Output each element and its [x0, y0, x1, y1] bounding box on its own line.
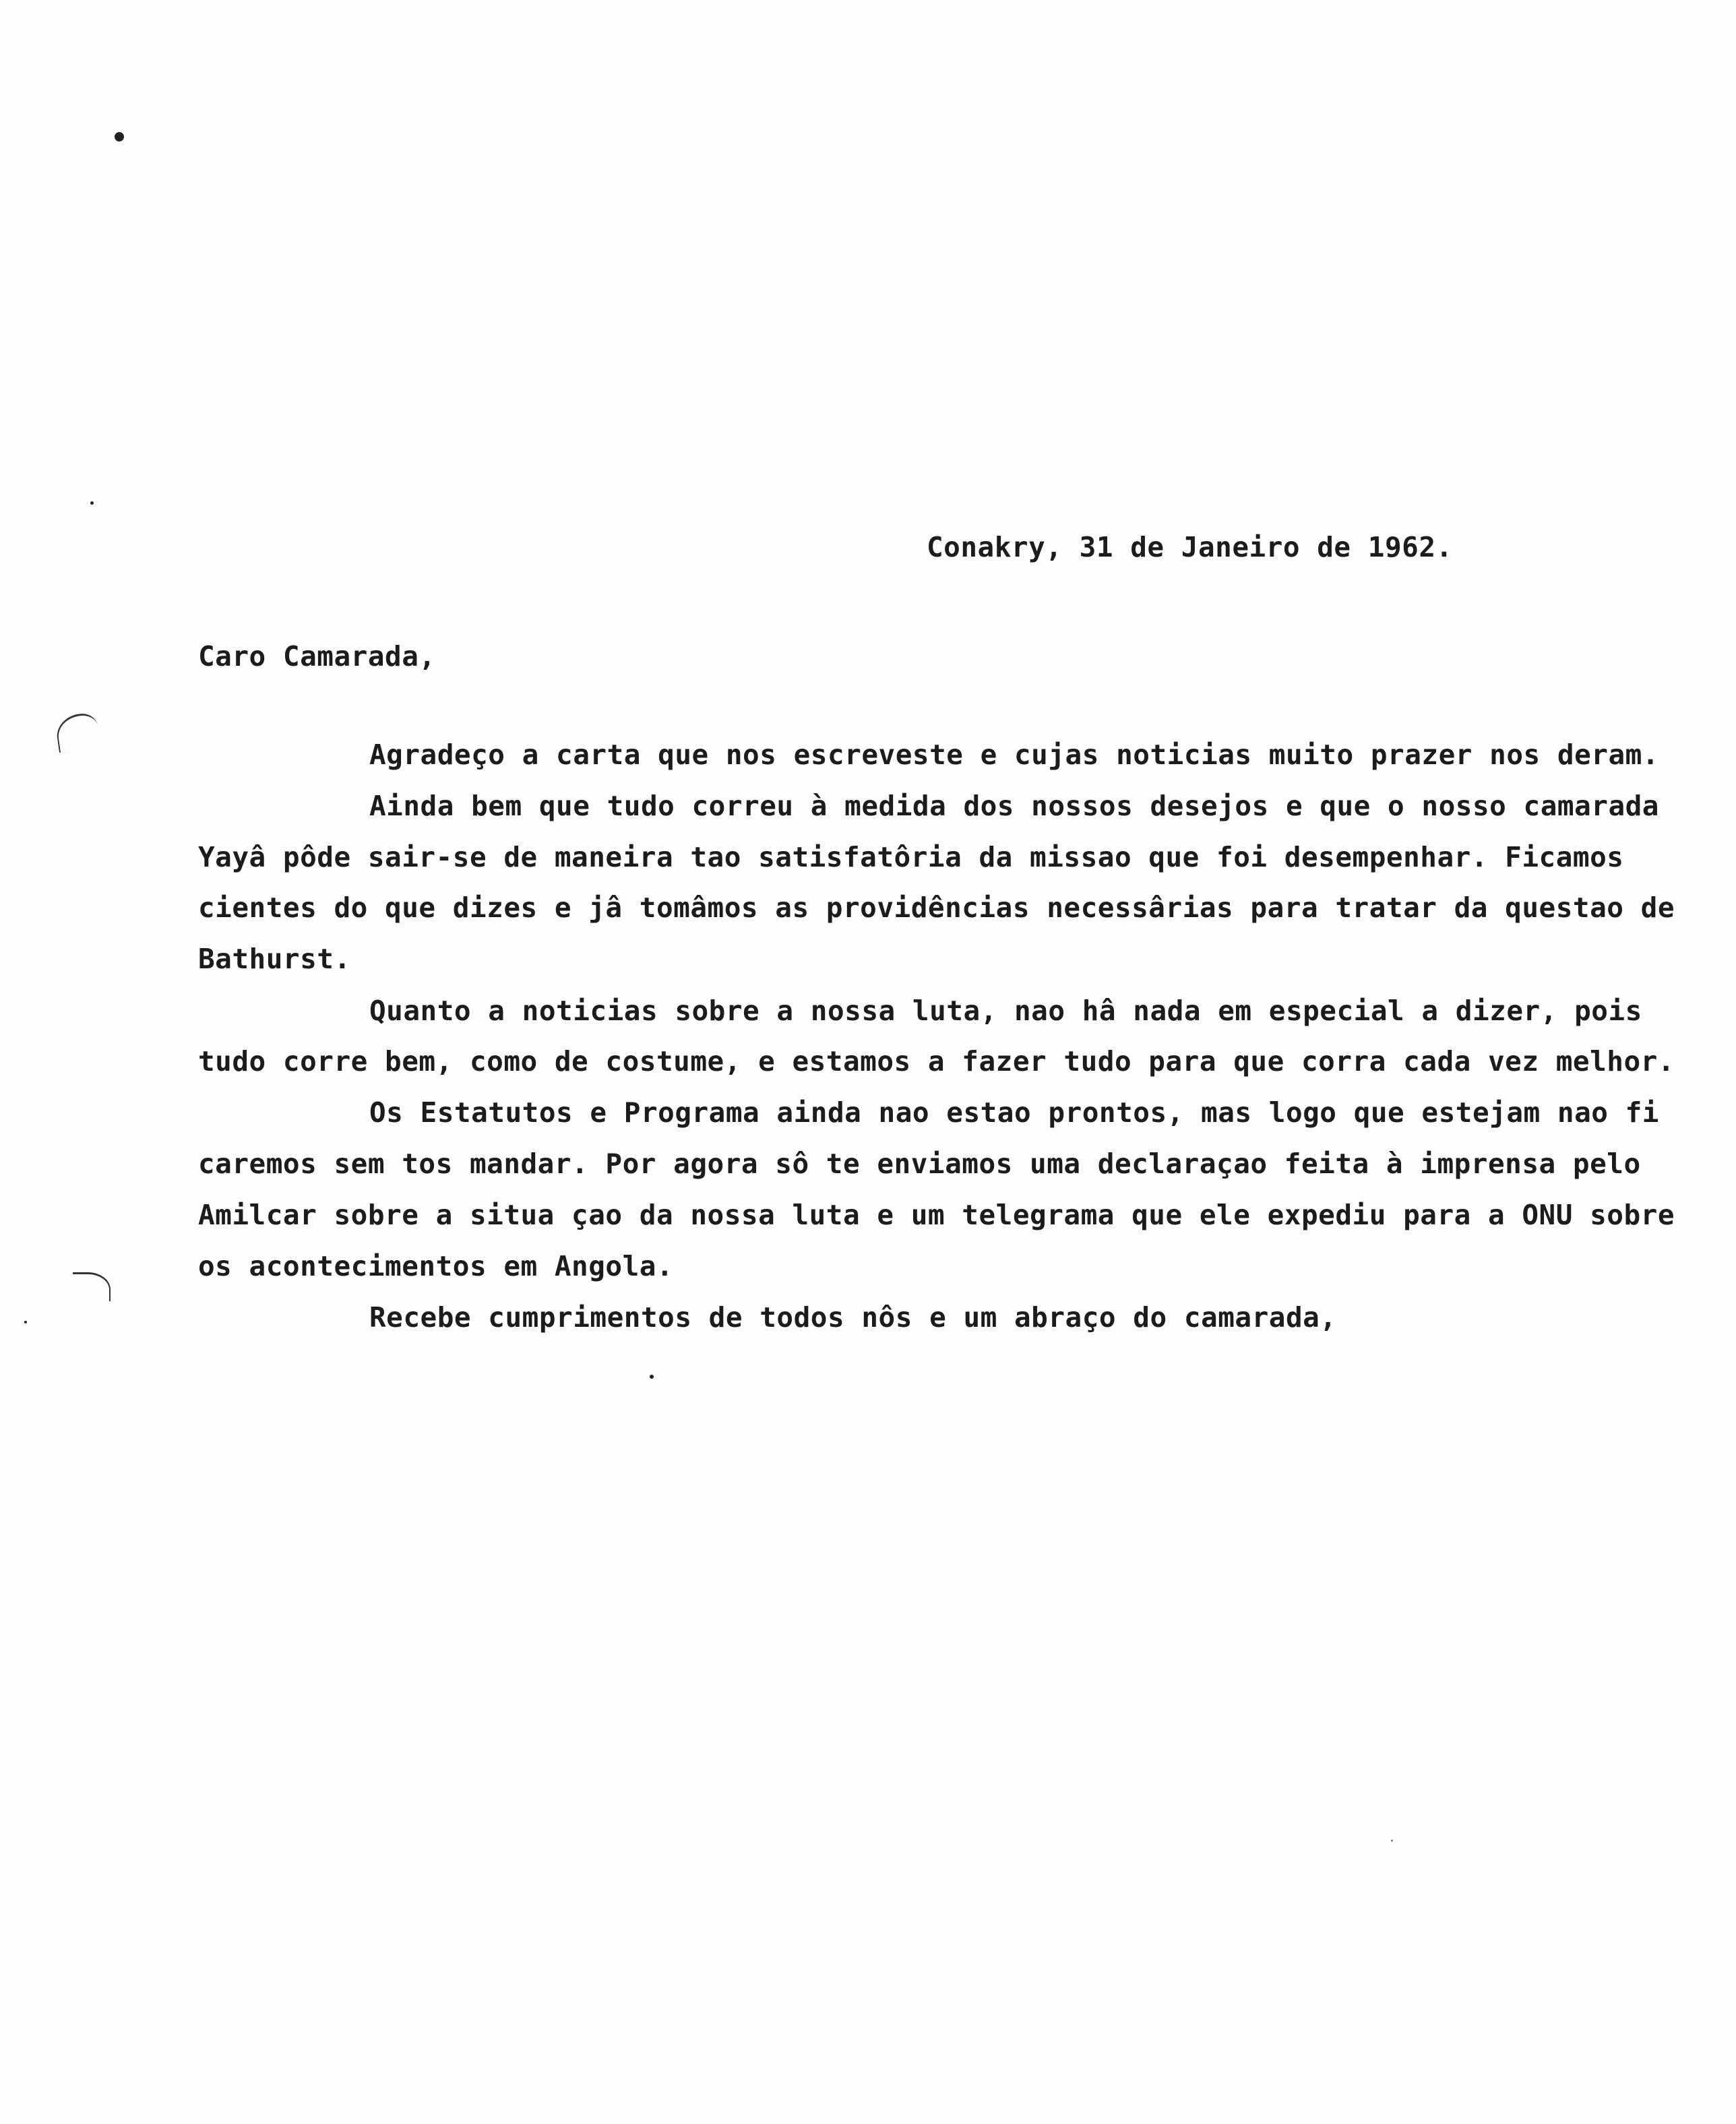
body-line: Amilcar sobre a situa çao da nossa luta e um telegrama que ele expediu para a ONU sobre — [198, 1199, 1675, 1231]
ink-speck — [1391, 1840, 1393, 1842]
letter-salutation: Caro Camarada, — [198, 640, 436, 673]
body-line: Bathurst. — [198, 943, 351, 975]
margin-scratch-mark — [55, 712, 101, 753]
body-line: Agradeço a carta que nos escreveste e cujas noticias muito prazer nos deram. — [369, 739, 1659, 771]
body-line: caremos sem tos mandar. Por agora sô te enviamos uma declaraçao feita à imprensa pelo — [198, 1148, 1641, 1180]
margin-scratch-mark — [73, 1272, 111, 1301]
body-line: os acontecimentos em Angola. — [198, 1250, 674, 1282]
body-line: Quanto a noticias sobre a nossa luta, nao hâ nada em especial a dizer, pois — [369, 995, 1642, 1027]
ink-speck — [90, 501, 94, 505]
ink-speck — [650, 1375, 654, 1379]
closing-line: Recebe cumprimentos de todos nôs e um abraço do camarada, — [369, 1301, 1337, 1334]
body-line: Os Estatutos e Programa ainda nao estao prontos, mas logo que estejam nao fi — [369, 1096, 1659, 1129]
ink-speck — [24, 1321, 27, 1323]
letter-date-line: Conakry, 31 de Janeiro de 1962. — [927, 531, 1453, 563]
body-line: Ainda bem que tudo correu à medida dos nossos desejos e que o nosso camarada — [369, 790, 1659, 822]
punch-hole-mark — [115, 132, 124, 142]
body-line: Yayâ pôde sair-se de maneira tao satisfatôria da missao que foi desempenhar. Ficamos — [198, 841, 1624, 873]
body-line: cientes do que dizes e jâ tomâmos as providências necessârias para tratar da questao de — [198, 892, 1675, 924]
body-line: tudo corre bem, como de costume, e estamos a fazer tudo para que corra cada vez melhor. — [198, 1045, 1675, 1077]
